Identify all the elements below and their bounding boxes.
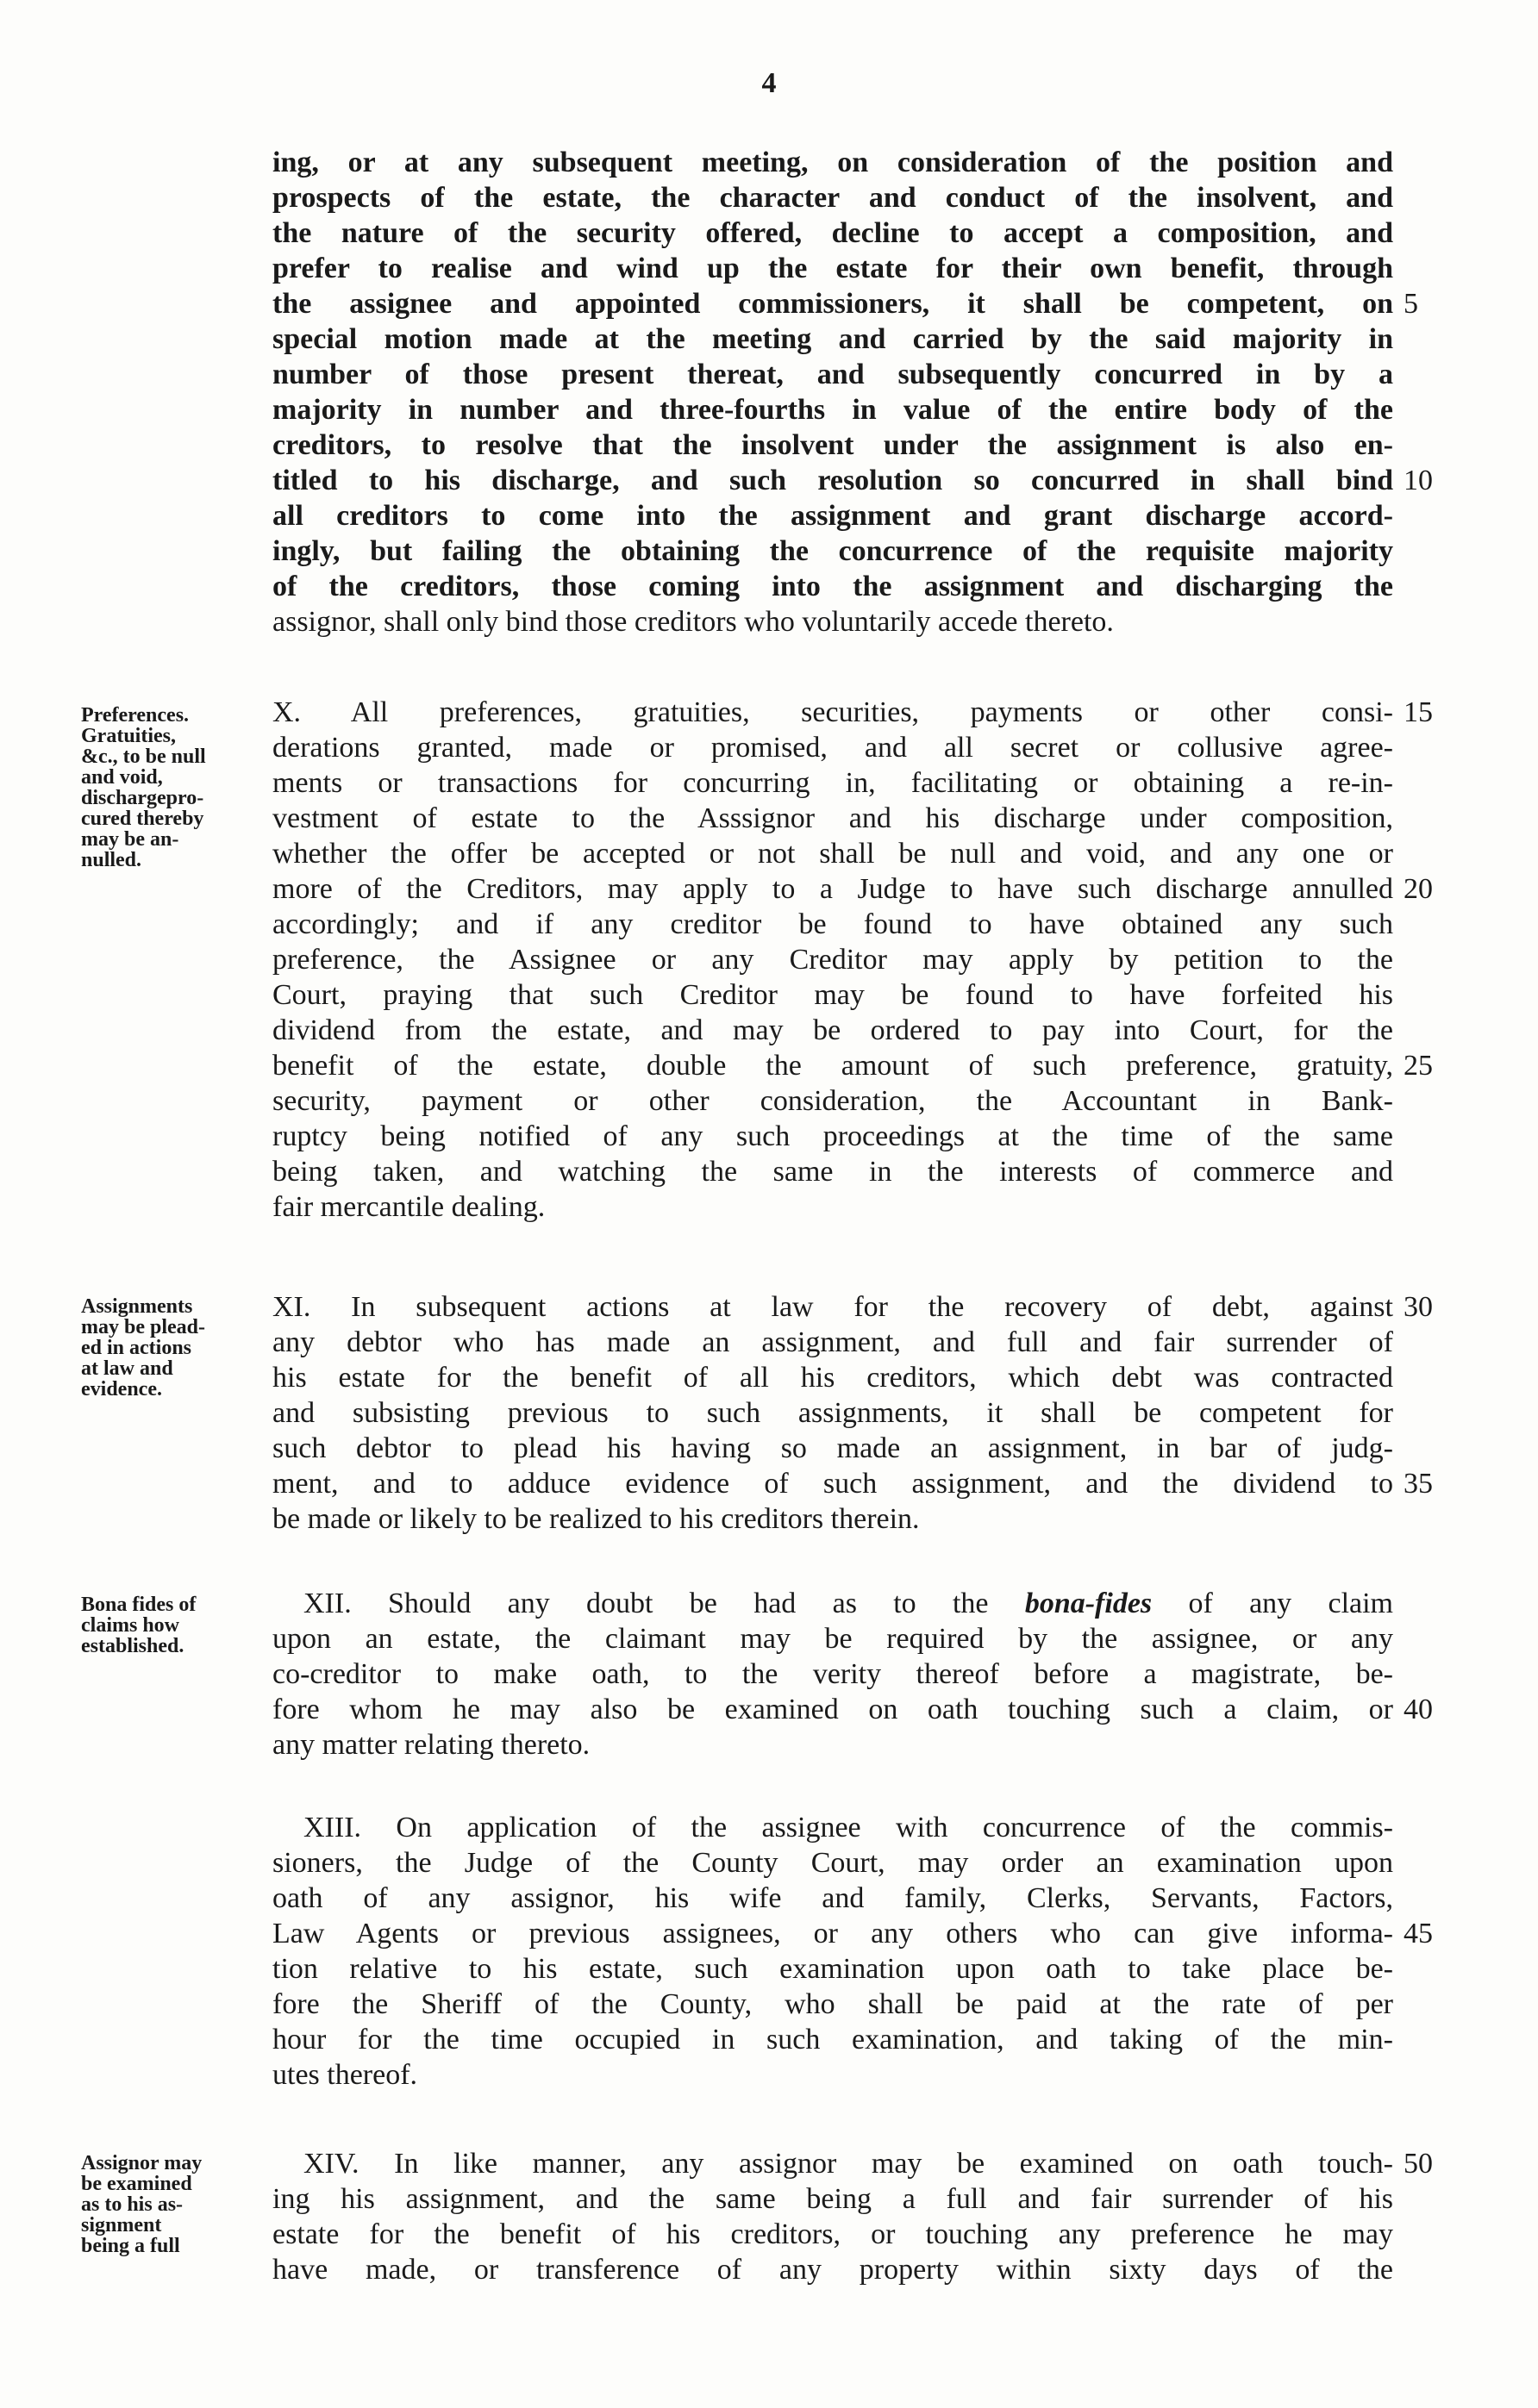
- text-segment: of any claim: [1152, 1588, 1394, 1619]
- text-line: [272, 533, 1393, 569]
- margin-note-preferences: [81, 705, 262, 870]
- line-text: XIV. In like manner, any assignor may be examined on oath touch-: [303, 2148, 1393, 2180]
- text-line: [272, 1586, 1393, 1621]
- line-text: prefer to realise and wind up the estate for their own benefit, through: [272, 253, 1393, 284]
- line-text: estate for the benefit of his creditors, or touching any preference he may: [272, 2218, 1393, 2250]
- line-text: X. All preferences, gratuities, securities, payments or other consi-: [272, 696, 1393, 728]
- text-line: [272, 145, 1393, 180]
- margin-note-line: claims how: [81, 1614, 179, 1637]
- text-line: [272, 871, 1433, 907]
- line-text: hour for the time occupied in such examination, and taking of the min-: [272, 2024, 1393, 2056]
- line-text: such debtor to plead his having so made an assignment, in bar of judg-: [272, 1432, 1393, 1464]
- line-text: his estate for the benefit of all his creditors, which debt was contracted: [272, 1362, 1393, 1394]
- text-line: [272, 2181, 1393, 2217]
- section-xii: [272, 1586, 1433, 1762]
- text-line: [272, 2057, 1393, 2093]
- margin-note-line: cured thereby: [81, 808, 204, 830]
- line-text: titled to his discharge, and such resolution so concurred in shall bind: [272, 465, 1393, 496]
- margin-note-line: as to his as-: [81, 2193, 184, 2216]
- text-line: [272, 765, 1393, 801]
- line-text: have made, or transference of any property within sixty days of the: [272, 2254, 1393, 2286]
- line-text: any debtor who has made an assignment, and full and fair surrender of: [272, 1326, 1393, 1358]
- text-line: [272, 907, 1393, 942]
- line-text: fore whom he may also be examined on oath touching such a claim, or: [272, 1694, 1393, 1725]
- text-line: [272, 604, 1393, 639]
- text-line: [272, 1431, 1393, 1466]
- line-text: special motion made at the meeting and carried by the said majority in: [272, 323, 1393, 355]
- page-number: 4: [761, 67, 777, 99]
- line-text: whether the offer be accepted or not shall be null and void, and any one or: [272, 838, 1393, 870]
- line-number: 45: [1404, 1918, 1433, 1949]
- text-line: [272, 286, 1418, 321]
- line-text: security, payment or other consideration, the Accountant in Bank-: [272, 1085, 1393, 1117]
- margin-note-bona-fides: [81, 1594, 262, 1656]
- line-text: utes thereof.: [272, 2059, 418, 2091]
- margin-note-line: Assignor may: [81, 2152, 203, 2174]
- margin-note-line: dischargepro-: [81, 787, 204, 809]
- section-xiv: [272, 2146, 1433, 2287]
- line-text: XIII. On application of the assignee with concurrence of the commis-: [303, 1812, 1393, 1843]
- text-line: [272, 251, 1393, 286]
- text-line: [272, 1289, 1433, 1325]
- text-line: [272, 1881, 1393, 1916]
- line-text: number of those present thereat, and subsequently concurred in by a: [272, 359, 1393, 390]
- line-text: sioners, the Judge of the County Court, may order an examination upon: [272, 1847, 1393, 1879]
- margin-note-line: Preferences.: [81, 704, 190, 727]
- margin-note-line: and void,: [81, 766, 163, 789]
- text-line: [272, 1987, 1393, 2022]
- line-text: the assignee and appointed commissioners, it shall be competent, on: [272, 288, 1393, 320]
- text-line: [272, 1501, 1393, 1537]
- text-line: [272, 1621, 1393, 1656]
- text-line: [272, 730, 1393, 765]
- text-line: [272, 942, 1393, 977]
- line-text: and subsisting previous to such assignments, it shall be competent for: [272, 1397, 1393, 1429]
- line-text: ruptcy being notified of any such proceedings at the time of the same: [272, 1120, 1393, 1152]
- line-text: prospects of the estate, the character and conduct of the insolvent, and: [272, 182, 1393, 214]
- margin-note-line: evidence.: [81, 1378, 162, 1401]
- text-line: [272, 569, 1393, 604]
- text-line: [272, 498, 1393, 533]
- text-line: [272, 215, 1393, 251]
- text-line: [272, 1656, 1393, 1692]
- margin-note-line: nulled.: [81, 849, 142, 871]
- text-line: [272, 2146, 1433, 2181]
- margin-note-line: may be plead-: [81, 1316, 205, 1338]
- line-text: tion relative to his estate, such examination upon oath to take place be-: [272, 1953, 1393, 1985]
- text-line: [272, 1951, 1393, 1987]
- line-text: dividend from the estate, and may be ordered to pay into Court, for the: [272, 1014, 1393, 1046]
- margin-note-line: be examined: [81, 2173, 192, 2195]
- line-text: fore the Sheriff of the County, who shall be paid at the rate of per: [272, 1988, 1393, 2020]
- line-text: creditors, to resolve that the insolvent under the assignment is also en-: [272, 429, 1393, 461]
- text-line: [272, 2217, 1393, 2252]
- text-line: [272, 1013, 1393, 1048]
- line-text: all creditors to come into the assignment and grant discharge accord-: [272, 500, 1393, 532]
- line-number: 10: [1404, 465, 1433, 496]
- margin-note-line: Bona fides of: [81, 1594, 197, 1616]
- line-text: of the creditors, those coming into the assignment and discharging the: [272, 571, 1393, 602]
- margin-note-assignments: [81, 1296, 262, 1400]
- margin-note-line: &c., to be null: [81, 745, 206, 768]
- opening-paragraph: [272, 145, 1433, 639]
- line-text: derations granted, made or promised, and all secret or collusive agree-: [272, 732, 1393, 764]
- margin-note-line: Assignments: [81, 1295, 193, 1318]
- line-text: fair mercantile dealing.: [272, 1191, 546, 1223]
- text-line: [272, 1466, 1433, 1501]
- text-line: [272, 1083, 1393, 1119]
- text-line: [272, 321, 1393, 357]
- section-xiii: [272, 1810, 1433, 2093]
- line-text: oath of any assignor, his wife and family, Clerks, Servants, Factors,: [272, 1882, 1393, 1914]
- margin-note-line: ed in actions: [81, 1337, 192, 1359]
- line-number: 35: [1404, 1468, 1433, 1500]
- line-text: being taken, and watching the same in the interests of commerce and: [272, 1156, 1393, 1188]
- line-text: benefit of the estate, double the amount of such preference, gratuity,: [272, 1050, 1393, 1082]
- line-number: 5: [1404, 288, 1418, 320]
- line-text: majority in number and three-fourths in value of the entire body of the: [272, 394, 1393, 426]
- text-line: [272, 1325, 1393, 1360]
- text-line: [272, 392, 1393, 427]
- margin-note-line: Gratuities,: [81, 725, 176, 747]
- line-text: any matter relating thereto.: [272, 1729, 591, 1761]
- margin-note-line: established.: [81, 1635, 184, 1657]
- text-line: [272, 1119, 1393, 1154]
- line-text: XI. In subsequent actions at law for the recovery of debt, against: [272, 1291, 1393, 1323]
- line-number: 30: [1404, 1291, 1433, 1323]
- text-line: [272, 2252, 1393, 2287]
- line-text: ments or transactions for concurring in, facilitating or obtaining a re-in-: [272, 767, 1393, 799]
- line-text: upon an estate, the claimant may be required by the assignee, or any: [272, 1623, 1393, 1655]
- margin-note-line: may be an-: [81, 828, 179, 851]
- line-number: 20: [1404, 873, 1433, 905]
- margin-note-line: being a full: [81, 2235, 180, 2257]
- text-line: [272, 695, 1433, 730]
- line-text: ingly, but failing the obtaining the concurrence of the requisite majority: [272, 535, 1393, 567]
- line-text: more of the Creditors, may apply to a Judge to have such discharge annulled: [272, 873, 1393, 905]
- margin-note-line: at law and: [81, 1357, 173, 1380]
- line-number: 50: [1404, 2148, 1433, 2180]
- text-line: [272, 2022, 1393, 2057]
- line-text: co-creditor to make oath, to the verity thereof before a magistrate, be-: [272, 1658, 1393, 1690]
- text-line: [272, 357, 1393, 392]
- section-x: [272, 695, 1433, 1225]
- line-text: vestment of estate to the Asssignor and his discharge under composition,: [272, 802, 1393, 834]
- line-text: Law Agents or previous assignees, or any others who can give informa-: [272, 1918, 1393, 1949]
- text-line: [272, 1692, 1433, 1727]
- text-line: [272, 1048, 1433, 1083]
- line-text: the nature of the security offered, decline to accept a composition, and: [272, 217, 1393, 249]
- text-line: [272, 1154, 1393, 1189]
- line-text: assignor, shall only bind those creditors who voluntarily accede thereto.: [272, 606, 1114, 638]
- text-line: [272, 180, 1393, 215]
- text-line: [272, 1360, 1393, 1395]
- line-text: accordingly; and if any creditor be found to have obtained any such: [272, 908, 1393, 940]
- text-line: [272, 977, 1393, 1013]
- line-number: 25: [1404, 1050, 1433, 1082]
- text-line: [272, 836, 1393, 871]
- section-xi: [272, 1289, 1433, 1537]
- line-text: preference, the Assignee or any Creditor may apply by petition to the: [272, 944, 1393, 976]
- line-number: 40: [1404, 1694, 1433, 1725]
- line-text: ment, and to adduce evidence of such assignment, and the dividend to: [272, 1468, 1393, 1500]
- emphasis-text: bona-fides: [1024, 1588, 1153, 1619]
- text-line: [272, 1395, 1393, 1431]
- margin-note-assignor: [81, 2153, 262, 2256]
- line-text: ing his assignment, and the same being a full and fair surrender of his: [272, 2183, 1393, 2215]
- text-line: [272, 1727, 1393, 1762]
- text-line: [272, 1916, 1433, 1951]
- line-text: ing, or at any subsequent meeting, on consideration of the position and: [272, 147, 1393, 178]
- line-number: 15: [1404, 696, 1433, 728]
- text-line: [272, 463, 1433, 498]
- text-line: [272, 1810, 1393, 1845]
- line-text: be made or likely to be realized to his creditors therein.: [272, 1503, 920, 1535]
- text-line: [272, 801, 1393, 836]
- text-line: [272, 1189, 1393, 1225]
- text-line: [272, 1845, 1393, 1881]
- margin-note-line: signment: [81, 2214, 162, 2236]
- text-line: [272, 427, 1393, 463]
- text-segment: XII. Should any doubt be had as to the: [303, 1588, 1025, 1619]
- line-text: Court, praying that such Creditor may be found to have forfeited his: [272, 979, 1393, 1011]
